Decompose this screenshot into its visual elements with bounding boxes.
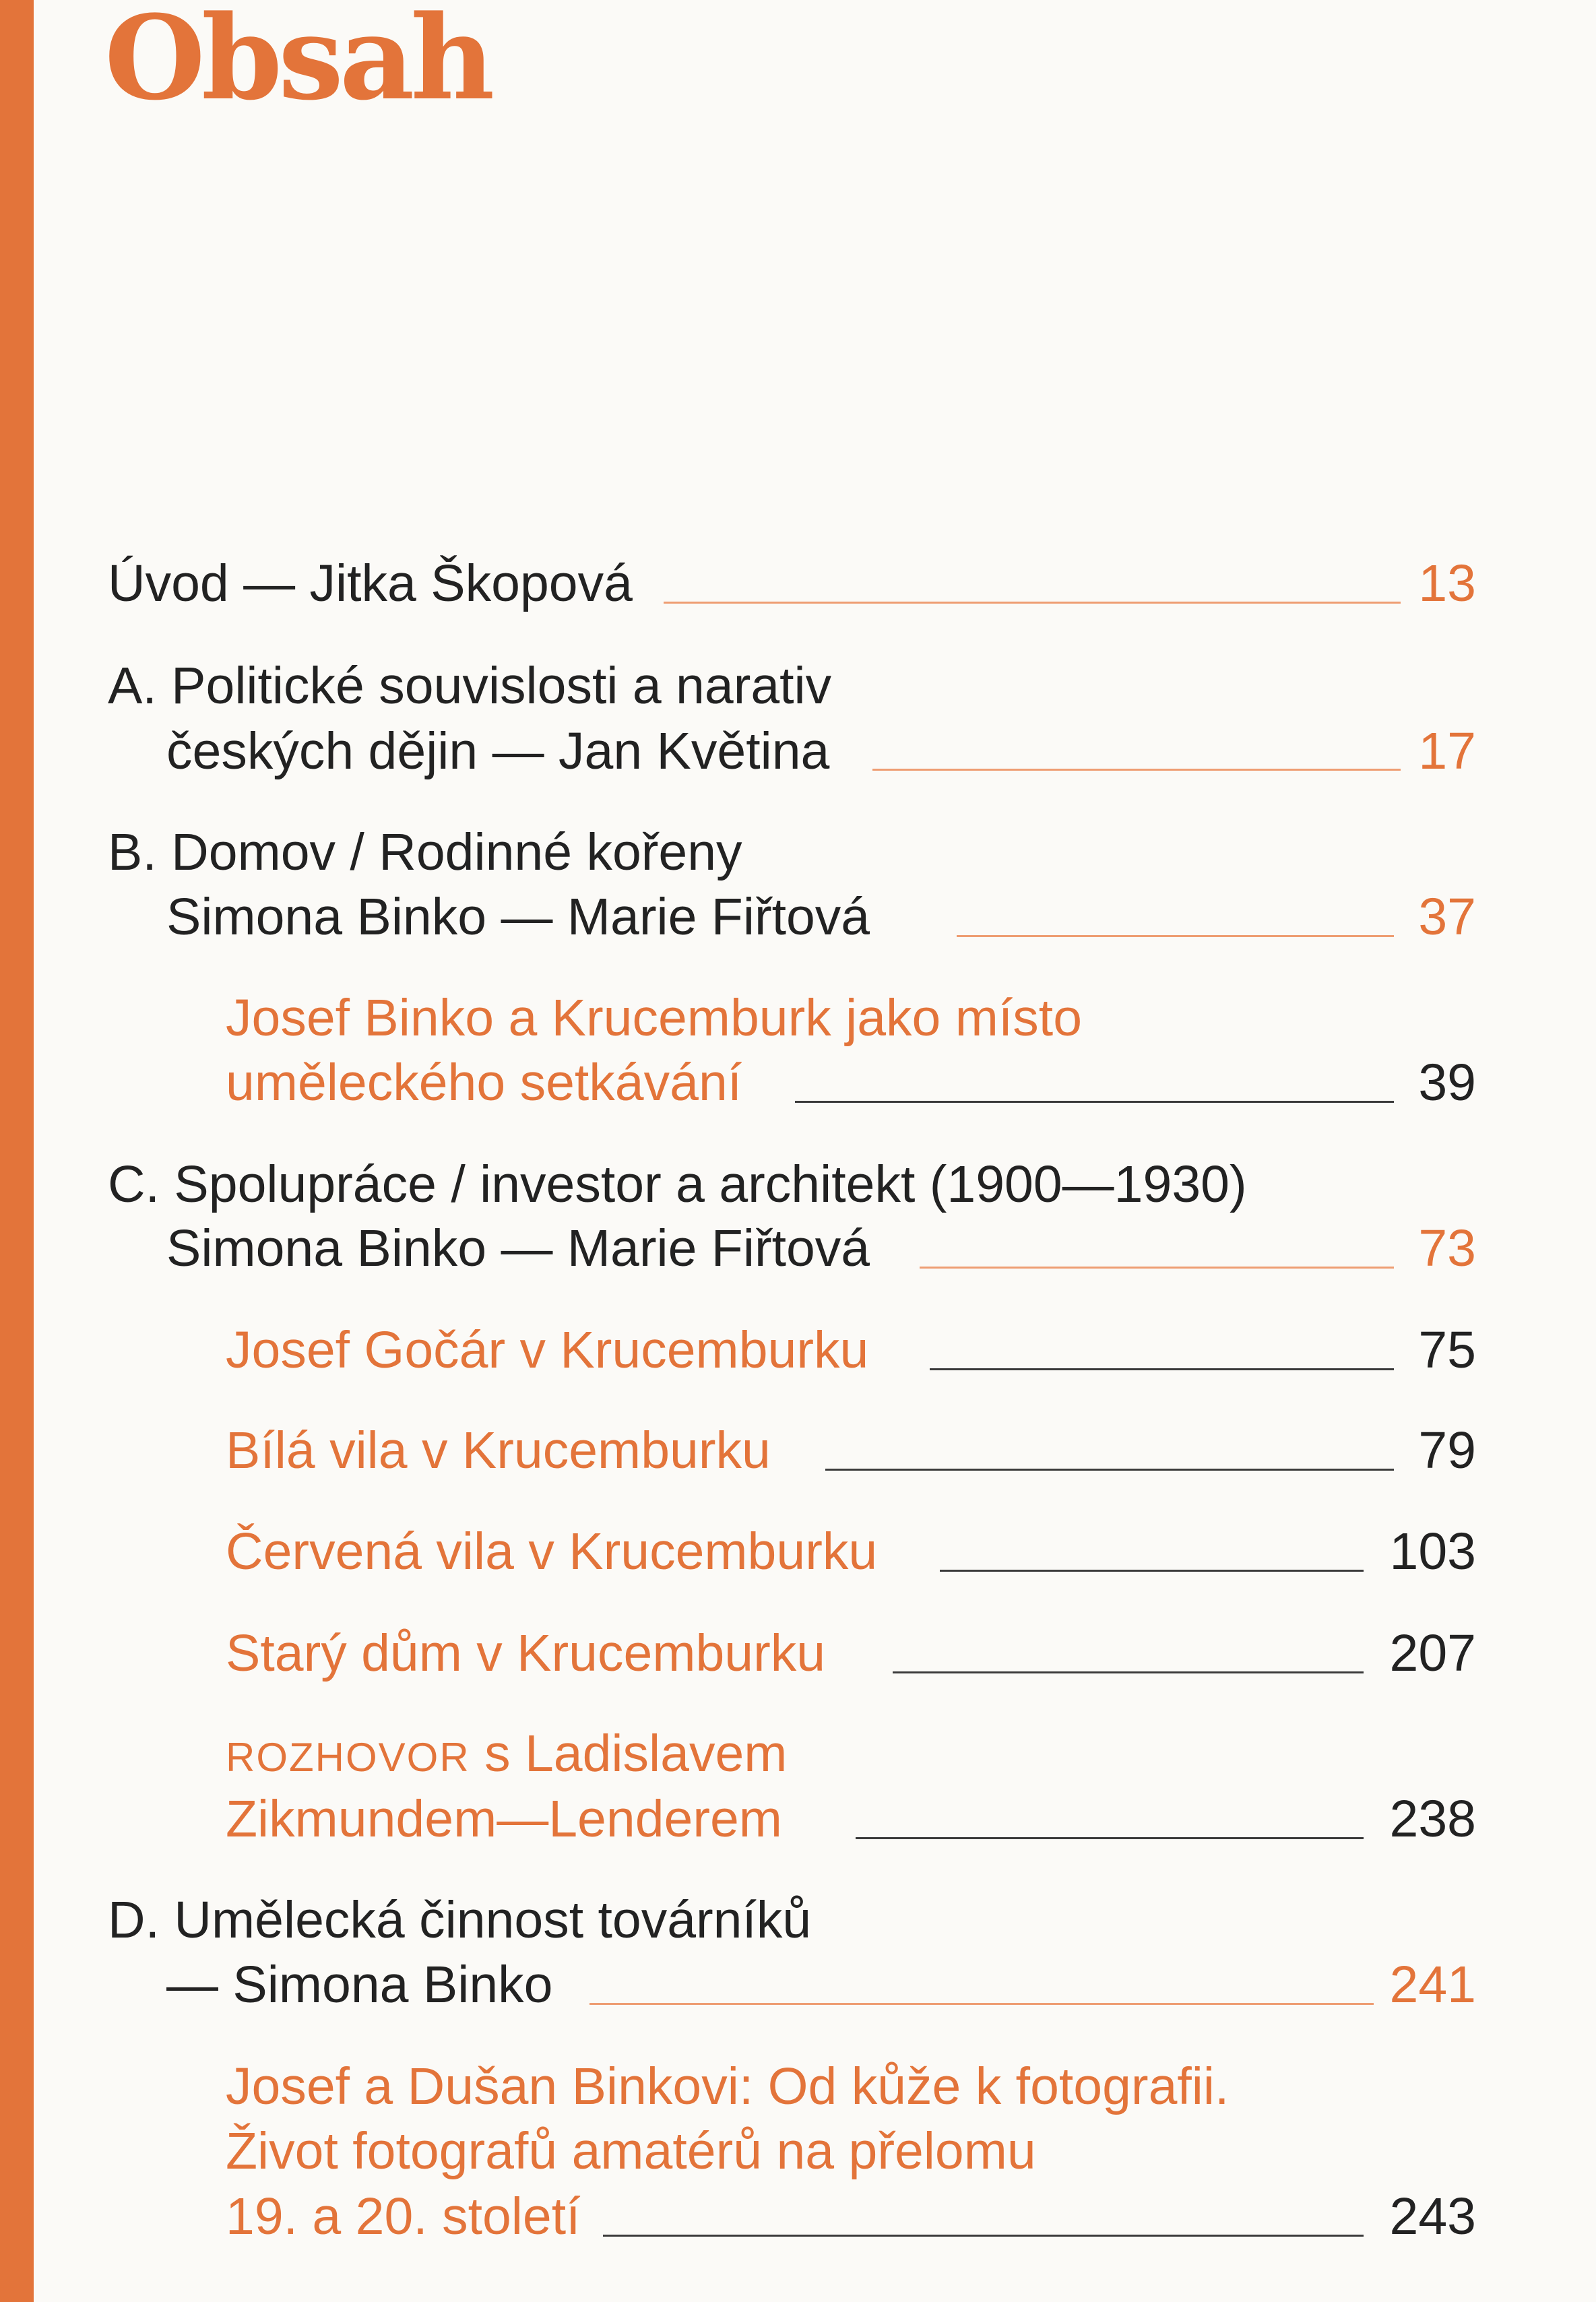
toc-entry-text: Josef a Dušan Binkovi: Od kůže k fotografii.	[226, 2057, 1230, 2115]
dotted-leader	[893, 1671, 1364, 1673]
toc-entry-text: A. Politické souvislosti a narativ	[108, 657, 832, 715]
toc-entry-text: uměleckého setkávání	[226, 1054, 742, 1112]
toc-entry-text: Úvod — Jitka Škopová	[108, 554, 633, 612]
dotted-leader	[920, 1267, 1394, 1269]
page-number: 39	[1418, 1054, 1476, 1112]
toc-entry-text: Život fotografů amatérů na přelomu	[226, 2122, 1036, 2180]
page-number: 79	[1418, 1421, 1476, 1479]
interview-label: ROZHOVOR	[226, 1735, 470, 1780]
dotted-leader	[872, 769, 1401, 771]
dotted-leader	[930, 1368, 1394, 1370]
toc-entry-text: 19. a 20. století	[226, 2187, 581, 2245]
toc-entry-text-rest: s Ladislavem	[470, 1725, 788, 1783]
toc-entry-text: Josef Gočár v Krucemburku	[226, 1321, 869, 1379]
dotted-leader	[856, 1837, 1364, 1839]
toc-entry-text: Simona Binko — Marie Fiřtová	[166, 1219, 870, 1277]
dotted-leader	[825, 1469, 1394, 1471]
toc-entry-text: Josef Binko a Krucemburk jako místo	[226, 989, 1083, 1047]
dotted-leader	[603, 2235, 1364, 2237]
page-number: 207	[1389, 1624, 1476, 1682]
toc-entry-text: Starý dům v Krucemburku	[226, 1624, 826, 1682]
toc-entry-text: českých dějin — Jan Květina	[166, 722, 830, 780]
page-number: 13	[1418, 554, 1476, 612]
dotted-leader	[957, 935, 1394, 937]
page-number: 241	[1389, 1956, 1476, 2014]
page-number: 73	[1418, 1219, 1476, 1277]
page-number: 238	[1389, 1790, 1476, 1848]
page-number: 243	[1389, 2187, 1476, 2245]
toc-entry-text: D. Umělecká činnost továrníků	[108, 1891, 812, 1949]
toc-entry-text: — Simona Binko	[166, 1956, 553, 2014]
toc-entry-text: Červená vila v Krucemburku	[226, 1523, 878, 1580]
page-number: 103	[1389, 1523, 1476, 1580]
dotted-leader	[664, 602, 1401, 604]
page-number: 75	[1418, 1321, 1476, 1379]
toc-entry-text	[226, 1725, 788, 1783]
toc-entry-text: B. Domov / Rodinné kořeny	[108, 823, 742, 881]
page-number: 37	[1418, 888, 1476, 946]
dotted-leader	[940, 1570, 1364, 1572]
toc-entry-text: C. Spolupráce / investor a architekt (1900—1930)	[108, 1155, 1247, 1213]
dotted-leader	[589, 2003, 1374, 2005]
page-number: 17	[1418, 722, 1476, 780]
toc-entry-text: Simona Binko — Marie Fiřtová	[166, 888, 870, 946]
toc-entry-text: Zikmundem—Lenderem	[226, 1790, 782, 1848]
page-title: Obsah	[104, 0, 491, 126]
dotted-leader	[795, 1101, 1394, 1103]
toc-entry-text: Bílá vila v Krucemburku	[226, 1421, 771, 1479]
